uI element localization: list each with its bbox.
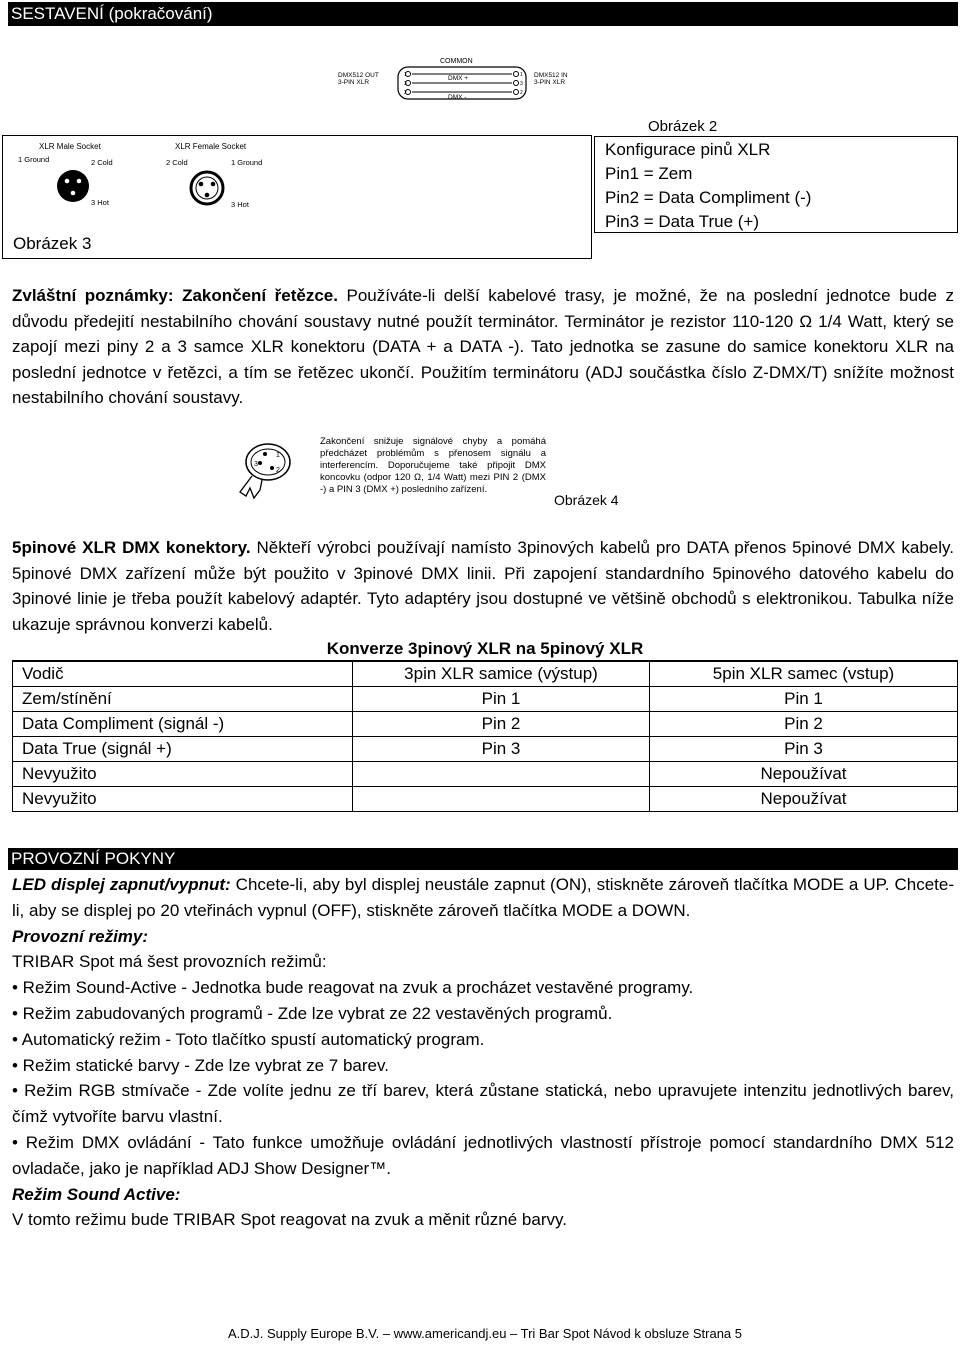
figure-3-box xyxy=(2,135,592,259)
page-footer: A.D.J. Supply Europe B.V. – www.americandj.eu – Tri Bar Spot Návod k obsluze Strana 5 xyxy=(227,1326,742,1341)
pin-config-3: Pin3 = Data True (+) xyxy=(605,212,760,231)
table-cell: Pin 1 xyxy=(650,687,958,712)
female-ground-label: 1 Ground xyxy=(231,158,263,167)
table-cell: Nevyužito xyxy=(13,787,353,812)
pin1-out: 1 xyxy=(404,72,407,78)
terminator-plug-icon xyxy=(230,438,300,502)
table-row xyxy=(13,787,958,812)
table-cell: Pin 2 xyxy=(650,712,958,737)
table-header-cell: 3pin XLR samice (výstup) xyxy=(353,661,650,687)
operating-instructions-header: PROVOZNÍ POKYNY xyxy=(8,848,958,870)
xlr-female-socket-icon xyxy=(185,168,235,210)
male-socket-title: XLR Male Socket xyxy=(39,142,101,151)
table-row xyxy=(13,687,958,712)
xlr-male-socket-icon xyxy=(51,166,101,208)
termination-heading: Zvláštní poznámky: Zakončení řetězce. xyxy=(12,286,338,305)
male-cold-label: 2 Cold xyxy=(91,158,113,167)
common-label: COMMON xyxy=(440,58,473,65)
dmx-plus-label: DMX + xyxy=(448,75,469,82)
mode-bullet: • Režim RGB stmívače - Zde volíte jednu ze tří barev, která zůstane statická, nebo upravujete intenzitu jednotlivých barev, čímž vytvoříte barvu vlastní. xyxy=(12,1081,954,1127)
five-pin-body: Někteří výrobci používají namísto 3pinových kabelů pro DATA přenos 5pinové DMX kabely. 5pinové DMX zařízení může být použito v 3pinové DMX linii. Při zapojení standardního 5pinového datového kabelu do 3pinové linie je třeba použít kabelový adaptér. Tyto adaptéry jsou dostupné ve většině obchodů s elektronikou. Tabulka níže ukazuje správnou konverzi kabelů. xyxy=(12,538,954,634)
modes-intro: TRIBAR Spot má šest provozních režimů: xyxy=(12,952,327,972)
mode-bullet: • Režim DMX ovládání - Tato funkce umožňuje ovládání jednotlivých vlastností přístroje pomocí standardního DMX 512 ovladače, jako je například ADJ Show Designer™. xyxy=(12,1132,954,1178)
female-hot-label: 3 Hot xyxy=(231,200,249,209)
table-header-cell: Vodič xyxy=(13,661,353,687)
table-header-cell: 5pin XLR samec (vstup) xyxy=(650,661,958,687)
table-cell: Nepoužívat xyxy=(650,787,958,812)
term-pin1: 1 xyxy=(276,452,280,459)
led-heading: LED displej zapnut/vypnut: xyxy=(12,875,231,894)
figure-4-caption: Obrázek 4 xyxy=(554,492,619,508)
pin3-in: 3 xyxy=(520,81,523,87)
pin-config-title: Konfigurace pinů XLR xyxy=(605,140,771,159)
led-display-paragraph xyxy=(12,872,954,924)
sound-active-body: V tomto režimu bude TRIBAR Spot reagovat na zvuk a měnit různé barvy. xyxy=(12,1210,567,1230)
table-row xyxy=(13,737,958,762)
modes-heading: Provozní režimy: xyxy=(12,926,149,946)
table-header-row xyxy=(13,661,958,687)
conversion-table xyxy=(12,660,958,812)
term-pin3: 3 xyxy=(254,461,258,468)
led-body: Chcete-li, aby byl displej neustále zapnut (ON), stiskněte zároveň tlačítka MODE a UP. Chcete-li, aby se displej po 20 vteřinách vypnul (OFF), stiskněte zároveň tlačítka MODE a DOWN. xyxy=(12,875,955,920)
five-pin-heading: 5pinové XLR DMX konektory. xyxy=(12,538,251,557)
mode-bullet: • Režim zabudovaných programů - Zde lze vybrat ze 22 vestavěných programů. xyxy=(12,1003,613,1023)
table-cell: Data True (signál +) xyxy=(13,737,353,762)
table-cell: Pin 2 xyxy=(353,712,650,737)
xlr-connection-diagram xyxy=(330,55,590,103)
conversion-table-title: Konverze 3pinový XLR na 5pinový XLR xyxy=(326,639,644,658)
table-cell xyxy=(353,787,650,812)
mode-bullet: • Automatický režim - Toto tlačítko spustí automatický program. xyxy=(12,1029,485,1049)
table-cell: Pin 1 xyxy=(353,687,650,712)
pin-config-2: Pin2 = Data Compliment (-) xyxy=(605,188,812,207)
table-cell xyxy=(353,762,650,787)
figure-2-caption: Obrázek 2 xyxy=(648,118,718,135)
operating-instructions xyxy=(12,872,954,1233)
table-row xyxy=(13,762,958,787)
table-cell: Pin 3 xyxy=(650,737,958,762)
pin1-in: 1 xyxy=(520,72,523,78)
pin3-out: 3 xyxy=(404,81,407,87)
male-hot-label: 3 Hot xyxy=(91,198,109,207)
term-pin2: 2 xyxy=(276,467,280,474)
table-cell: Nevyužito xyxy=(13,762,353,787)
section-header: SESTAVENÍ (pokračování) xyxy=(8,2,958,26)
pin2-out: 2 xyxy=(404,90,407,96)
female-cold-label: 2 Cold xyxy=(166,158,188,167)
table-cell: Zem/stínění xyxy=(13,687,353,712)
pin-config-1: Pin1 = Zem xyxy=(605,164,693,183)
pin-configuration-box xyxy=(594,136,958,233)
table-cell: Data Compliment (signál -) xyxy=(13,712,353,737)
five-pin-paragraph xyxy=(12,535,954,637)
termination-notes xyxy=(12,283,954,411)
mode-bullet: • Režim Sound-Active - Jednotka bude reagovat na zvuk a procházet vestavěné programy. xyxy=(12,978,694,998)
mode-bullet: • Režim statické barvy - Zde lze vybrat ze 7 barev. xyxy=(12,1055,389,1075)
sound-active-heading: Režim Sound Active: xyxy=(12,1184,181,1204)
female-socket-title: XLR Female Socket xyxy=(175,142,247,151)
table-row xyxy=(13,712,958,737)
dmx-in-label: DMX512 IN 3-PIN XLR xyxy=(534,72,568,86)
table-cell: Nepoužívat xyxy=(650,762,958,787)
table-cell: Pin 3 xyxy=(353,737,650,762)
dmx-minus-label: DMX - xyxy=(448,94,467,101)
termination-note-small: Zakončení snižuje signálové chyby a pomáhá předcházet problémům s přenosem signálu a interferencím. Doporučujeme také připojit DMX koncovku (odpor 120 Ω, 1/4 Watt) mezi PIN 2 (DMX -) a PIN 3 (DMX +) posledního zařízení. xyxy=(320,436,546,495)
figure-3-caption: Obrázek 3 xyxy=(13,234,92,253)
dmx-out-label: DMX512 OUT 3-PIN XLR xyxy=(338,72,379,86)
male-ground-label: 1 Ground xyxy=(18,155,50,164)
termination-body: Používáte-li delší kabelové trasy, je možné, že na poslední jednotce bude z důvodu předejití nestabilního chování soustavy nutné použít terminátor. Terminátor je rezistor 110-120 Ω 1/4 Watt, který se zapojí mezi piny 2 a 3 samce XLR konektoru (DATA + a DATA -). Tato jednotka se zasune do samice konektoru XLR na poslední jednotce v řetězci, a tím se řetězec ukončí. Použitím terminátoru (ADJ součástka číslo Z-DMX/T) snížíte možnost nestabilního chování soustavy. xyxy=(12,286,954,407)
conversion-table-wrap xyxy=(12,636,958,812)
pin2-in: 2 xyxy=(520,90,523,96)
